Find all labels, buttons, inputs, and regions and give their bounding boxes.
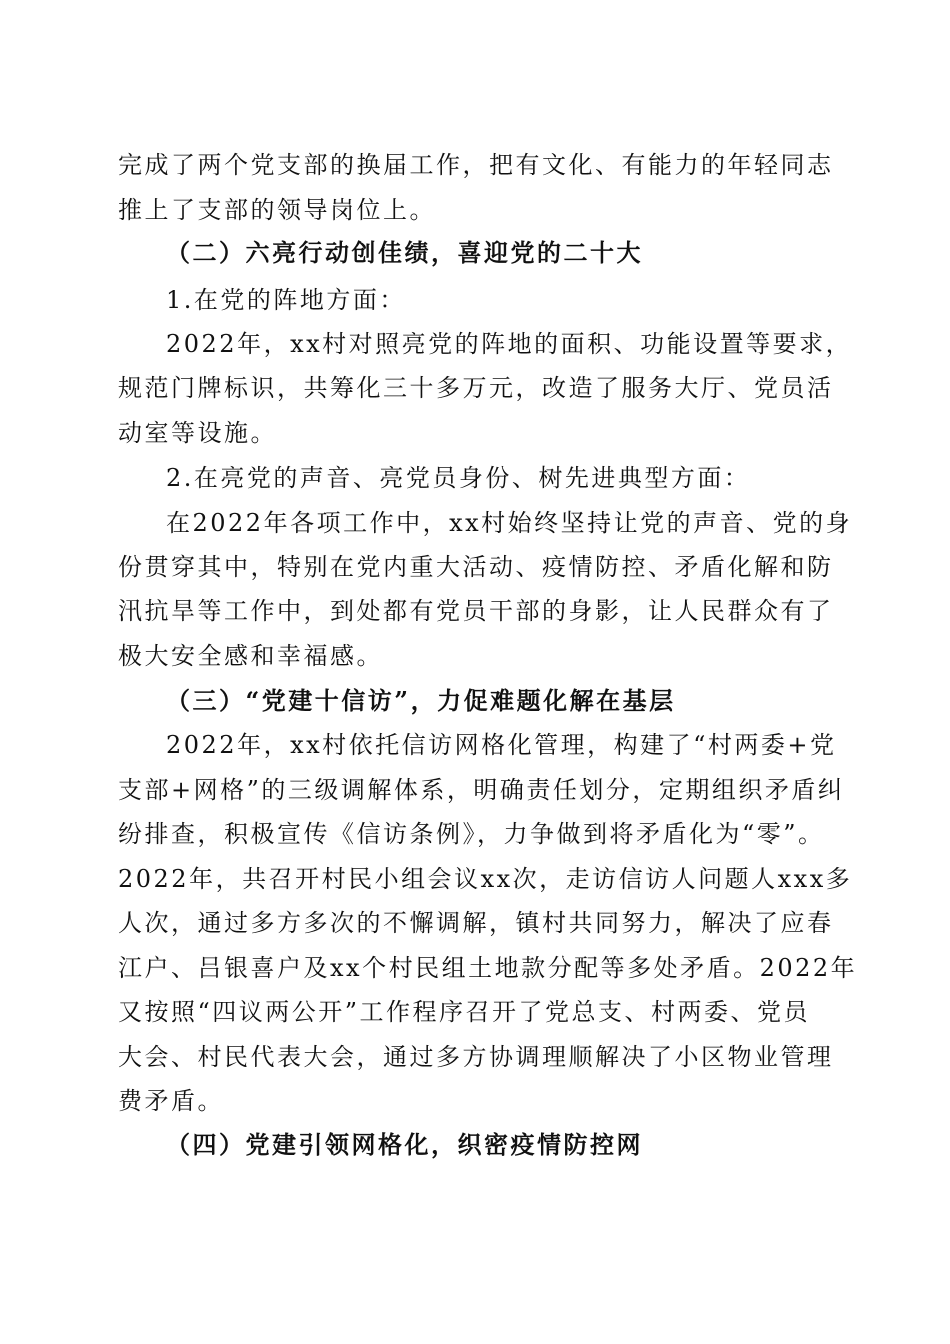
- paragraph-4-line-2: 支部+网格”的三级调解体系，明确责任划分，定期组织矛盾纠: [118, 776, 845, 804]
- paragraph-2-line-1: 2022年，xx村对照亮党的阵地的面积、功能设置等要求，: [166, 330, 853, 358]
- paragraph-4-line-4: 2022年，共召开村民小组会议xx次，走访信访人问题人xxx多: [118, 865, 853, 893]
- paragraph-2-line-3: 动室等设施。: [118, 419, 277, 447]
- paragraph-4-line-3: 纷排查，积极宣传《信访条例》，力争做到将矛盾化为“零”。: [118, 820, 825, 848]
- section-heading-4: （四）党建引领网格化，织密疫情防控网: [166, 1130, 643, 1159]
- paragraph-4-line-5: 人次，通过多方多次的不懈调解，镇村共同努力，解决了应春: [118, 909, 834, 937]
- paragraph-1-line-2: 推上了支部的领导岗位上。: [118, 196, 436, 224]
- paragraph-1-line-1: 完成了两个党支部的换届工作，把有文化、有能力的年轻同志: [118, 151, 834, 179]
- paragraph-3-line-3: 汛抗旱等工作中，到处都有党员干部的身影，让人民群众有了: [118, 597, 834, 625]
- paragraph-4-line-1: 2022年，xx村依托信访网格化管理，构建了“村两委+党: [166, 731, 837, 759]
- paragraph-4-line-8: 大会、村民代表大会，通过多方协调理顺解决了小区物业管理: [118, 1043, 834, 1071]
- paragraph-4-line-7: 又按照“四议两公开”工作程序召开了党总支、村两委、党员: [118, 998, 811, 1026]
- paragraph-4-line-9: 费矛盾。: [118, 1087, 224, 1115]
- paragraph-3-line-1: 在2022年各项工作中，xx村始终坚持让党的声音、党的身: [166, 509, 853, 537]
- section-heading-3: （三）“党建十信访”，力促难题化解在基层: [166, 686, 676, 715]
- subsection-2-title: 2.在亮党的声音、亮党员身份、树先进典型方面：: [166, 464, 751, 492]
- paragraph-4-line-6: 江户、吕银喜户及xx个村民组土地款分配等多处矛盾。2022年: [118, 954, 858, 982]
- subsection-1-title: 1.在党的阵地方面：: [166, 286, 406, 314]
- paragraph-3-line-2: 份贯穿其中，特别在党内重大活动、疫情防控、矛盾化解和防: [118, 553, 834, 581]
- paragraph-3-line-4: 极大安全感和幸福感。: [118, 642, 383, 670]
- section-heading-2: （二）六亮行动创佳绩，喜迎党的二十大: [166, 238, 643, 267]
- paragraph-2-line-2: 规范门牌标识，共筹化三十多万元，改造了服务大厅、党员活: [118, 374, 834, 402]
